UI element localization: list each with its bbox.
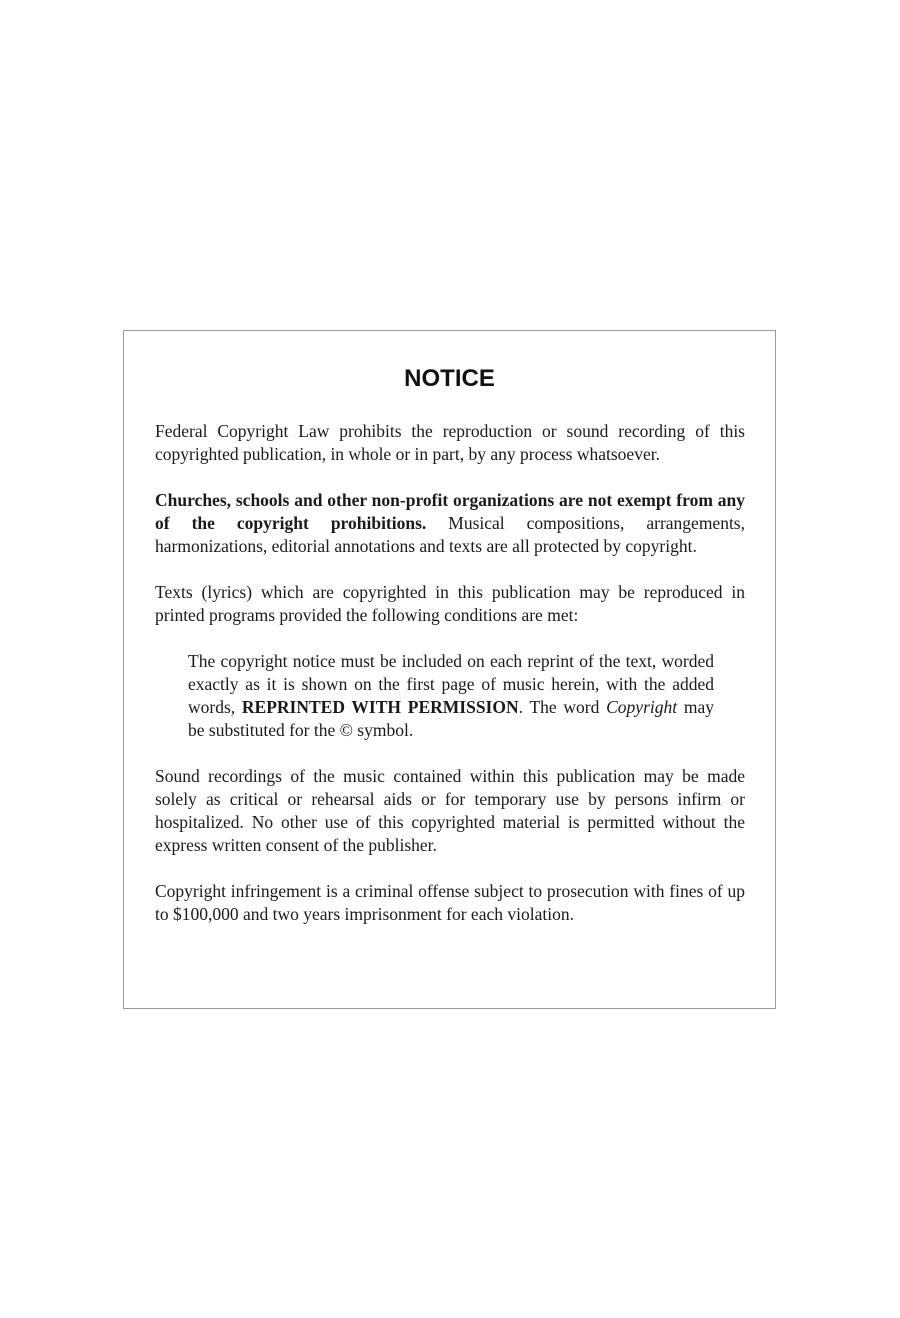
copyright-word: Copyright	[606, 697, 678, 717]
paragraph-copyright-law: Federal Copyright Law prohibits the reproduction or sound recording of this copyrighted publication, in whole or in part, by any process whatsoever.	[155, 421, 745, 464]
paragraph-conditions	[188, 650, 714, 742]
conditions-text-2: . The word	[518, 697, 607, 717]
paragraph-sound-recordings: Sound recordings of the music contained within this publication may be made solely as critical or rehearsal aids or for temporary use by persons infirm or hospitalized. No other use of this copyrighted material is permitted without the express written consent of the publisher.	[155, 766, 745, 855]
notice-box	[123, 330, 776, 1009]
paragraph-infringement: Copyright infringement is a criminal offense subject to prosecution with fines of up to $100,000 and two years imprisonment for each violation.	[155, 881, 745, 924]
conditions-text-3: may be substituted for the © symbol.	[188, 697, 714, 740]
notice-title: NOTICE	[404, 365, 495, 392]
nonprofit-emphasis: Churches, schools and other non-profit organizations are not exempt from any of the copyright prohibitions.	[155, 490, 745, 533]
conditions-text-1: The copyright notice must be included on each reprint of the text, worded exactly as it is shown on the first page of music herein, with the added words,	[188, 651, 714, 717]
nonprofit-text: Musical compositions, arrangements, harmonizations, editorial annotations and texts are all protected by copyright.	[155, 513, 745, 556]
notice-body	[155, 420, 745, 926]
paragraph-nonprofit	[155, 489, 745, 558]
reprinted-with-permission: REPRINTED WITH PERMISSION	[241, 697, 519, 717]
paragraph-lyrics: Texts (lyrics) which are copyrighted in this publication may be reproduced in printed programs provided the following conditions are met:	[155, 582, 745, 625]
